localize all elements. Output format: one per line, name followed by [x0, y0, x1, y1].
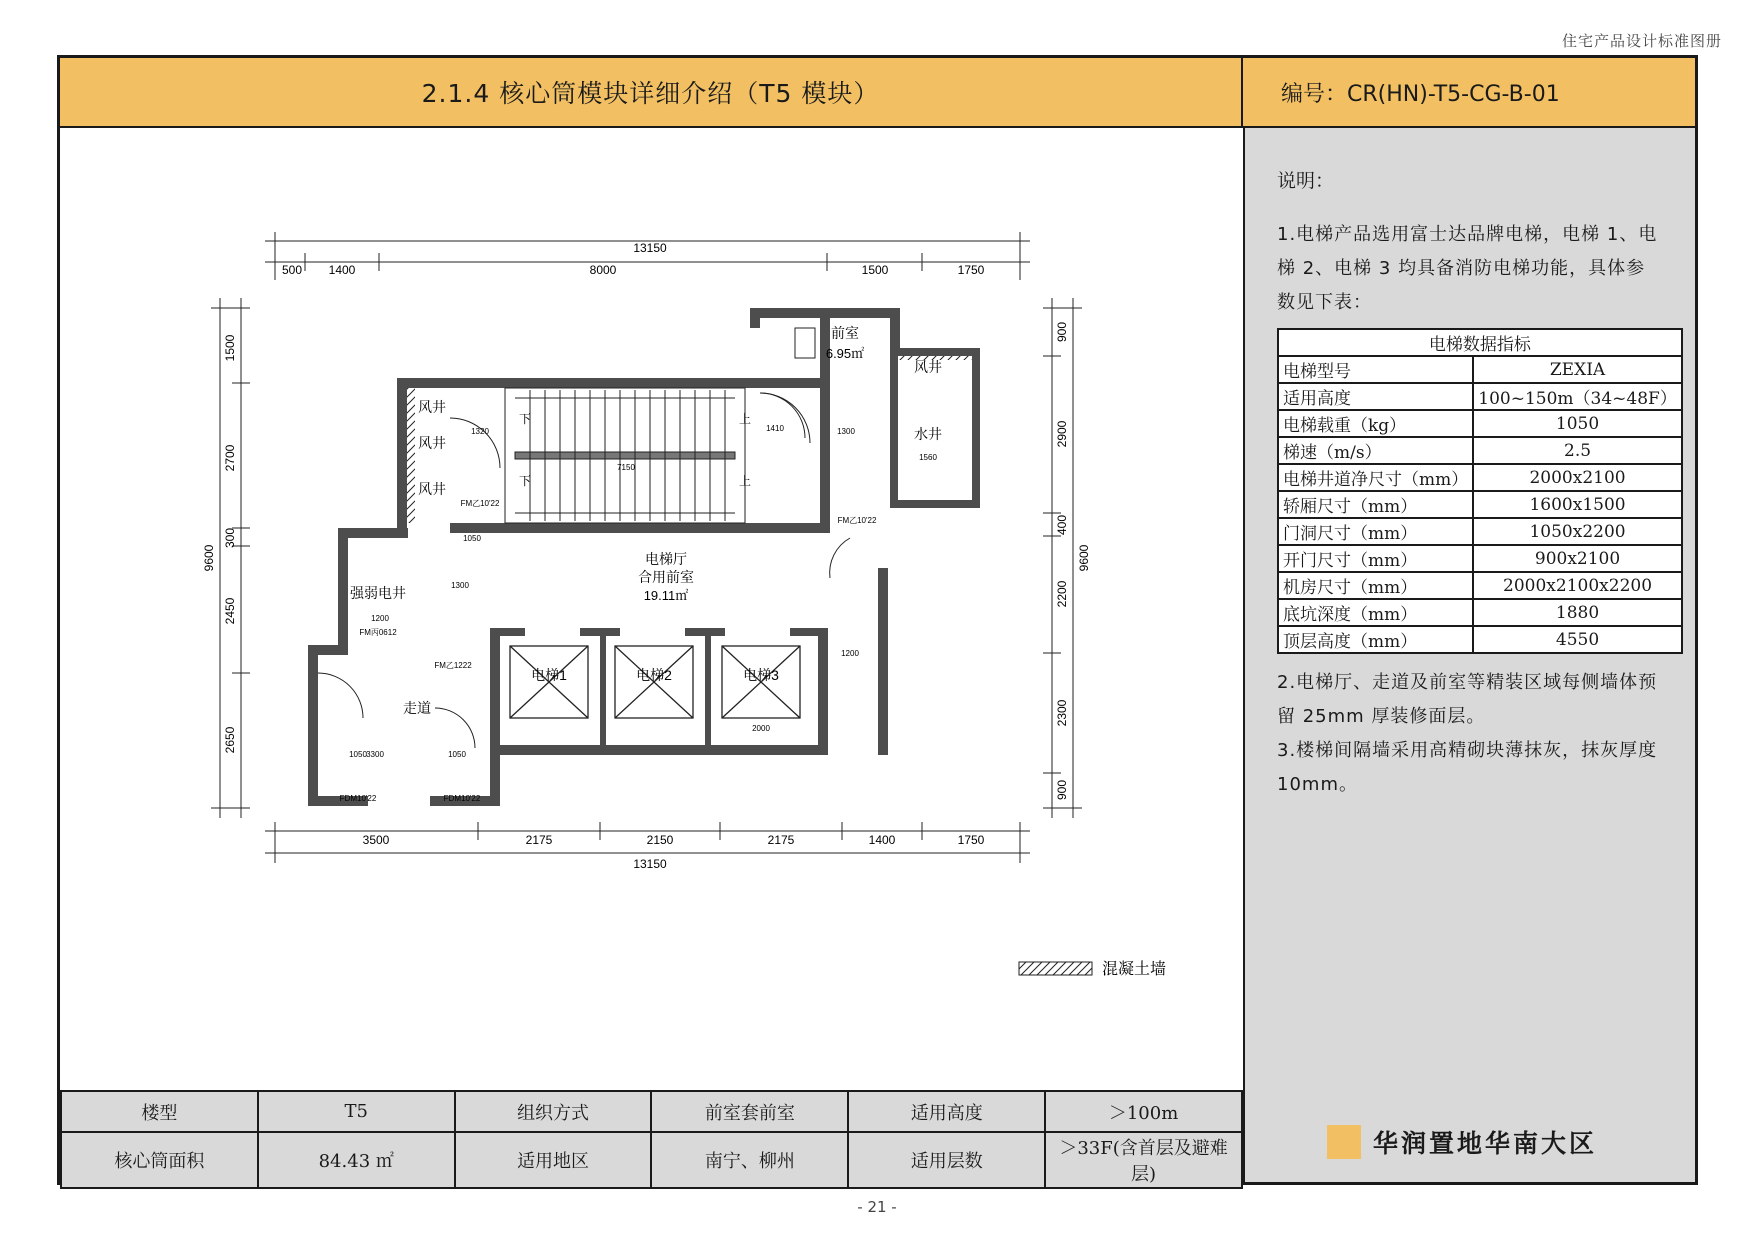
dim-1410: 1410: [766, 424, 784, 433]
dim-1320: 1320: [471, 427, 489, 436]
page-number: - 21 -: [857, 1198, 897, 1216]
room-electric-shaft: 强弱电井: [350, 585, 406, 601]
concrete-walls: [308, 308, 980, 806]
dim-bottom-total: 13150: [633, 857, 667, 871]
drawing-frame: [57, 55, 1698, 1185]
dim-bottom-2: 2175: [525, 833, 553, 847]
room-lobby-sublabel: 合用前室: [638, 569, 694, 585]
dim-1200: 1200: [371, 614, 389, 623]
dim-left-3: 300: [223, 527, 237, 549]
table-row: 底坑深度（mm） 1880: [1278, 599, 1682, 626]
brand-name: 华润置地华南大区: [1373, 1129, 1598, 1158]
dim-1300: 1300: [451, 581, 469, 590]
room-elevator-1: 电梯1: [531, 667, 567, 683]
table-row: 电梯井道净尺寸（mm） 2000x2100: [1278, 464, 1682, 491]
dim-1560: 1560: [919, 453, 937, 462]
dim-top-1: 500: [281, 263, 303, 277]
room-shaft-1: 风井: [418, 399, 446, 415]
brand-logo-icon: [1327, 1125, 1361, 1159]
table-row: 电梯载重（kg） 1050: [1278, 410, 1682, 437]
stairs: [505, 388, 745, 523]
door-label-fm-a: FM乙10'22: [460, 499, 500, 508]
room-front-room-area: 6.95㎡: [825, 346, 865, 361]
dim-right-1: 900: [1055, 321, 1069, 343]
room-lobby-area: 19.11㎡: [643, 588, 689, 603]
dim-7150: 7150: [617, 463, 635, 472]
dim-top-2: 1400: [328, 263, 356, 277]
stair-down-label: 下: [518, 412, 532, 426]
stair-up-label-2: 上: [738, 474, 752, 488]
dim-left-2: 2700: [223, 444, 237, 472]
room-lobby-label: 电梯厅: [645, 551, 687, 567]
dim-left-4: 2450: [223, 597, 237, 625]
table-row: 梯速（m/s） 2.5: [1278, 437, 1682, 464]
door-label-fm-b: FM乙1222: [434, 661, 472, 670]
building-info-table: [60, 1090, 1243, 1189]
dim-1050: 1050: [463, 534, 481, 543]
page-title: 2.1.4 核心筒模块详细介绍（T5 模块）: [60, 58, 1243, 128]
dim-right-5: 2300: [1055, 699, 1069, 727]
notes-title: 说明：: [1277, 170, 1335, 192]
dim-bottom-5: 1400: [868, 833, 896, 847]
room-water-shaft: 水井: [914, 426, 942, 442]
dim-1200-b: 1200: [841, 649, 859, 658]
legend-swatch: [1019, 962, 1092, 975]
stair-down-label-2: 下: [518, 474, 532, 488]
note-3: 3.楼梯间隔墙采用高精砌块薄抹灰，抹灰厚度 10mm。: [1277, 740, 1658, 795]
dim-right-3: 400: [1055, 514, 1069, 536]
dim-left-1: 1500: [223, 334, 237, 362]
dim-1300-b: 1300: [837, 427, 855, 436]
room-shaft-3: 风井: [418, 481, 446, 497]
legend-label: 混凝土墙: [1102, 961, 1167, 978]
elevator-spec-table: [1277, 328, 1683, 654]
dim-left-5: 2650: [223, 726, 237, 754]
dim-left-total: 9600: [202, 544, 216, 572]
table-row: 机房尺寸（mm） 2000x2100x2200: [1278, 572, 1682, 599]
room-elevator-3: 电梯3: [743, 667, 779, 683]
core-floor-plan: [60, 128, 1243, 1160]
table-row: 核心筒面积 84.43 ㎡ 适用地区 南宁、柳州 适用层数 ＞33F(含首层及避难层): [61, 1132, 1242, 1188]
document-series-label: 住宅产品设计标准图册: [1561, 32, 1722, 50]
dim-top-4: 1500: [861, 263, 889, 277]
table-row: 适用高度 100~150m（34~48F）: [1278, 383, 1682, 410]
table-row: 顶层高度（mm） 4550: [1278, 626, 1682, 653]
brand-block: [1327, 1124, 1597, 1160]
dim-bottom-4: 2175: [767, 833, 795, 847]
drawing-code: 编号：CR(HN)-T5-CG-B-01: [1243, 58, 1695, 128]
dim-1050-b: 1050: [349, 750, 367, 759]
table-row: 门洞尺寸（mm） 1050x2200: [1278, 518, 1682, 545]
note-2: 2.电梯厅、走道及前室等精装区域每侧墙体预留 25mm 厚装修面层。: [1277, 672, 1658, 727]
stair-up-label: 上: [738, 412, 752, 426]
door-label-fdm-a: FDM10'22: [339, 794, 377, 803]
dim-right-total: 9600: [1077, 544, 1091, 572]
table-row: 轿厢尺寸（mm） 1600x1500: [1278, 491, 1682, 518]
spec-table-title: 电梯数据指标: [1278, 329, 1682, 356]
dim-bottom-1: 3500: [362, 833, 390, 847]
room-front-room: 前室: [831, 325, 859, 341]
note-1: 1.电梯产品选用富士达品牌电梯，电梯 1、电梯 2、电梯 3 均具备消防电梯功能，具体参数见下表：: [1277, 224, 1658, 313]
table-row: 楼型 T5 组织方式 前室套前室 适用高度 ＞100m: [61, 1091, 1242, 1132]
door-label-fm-a-2: FM乙10'22: [837, 516, 877, 525]
dim-right-6: 900: [1055, 779, 1069, 801]
table-row: 电梯型号 ZEXIA: [1278, 356, 1682, 383]
dim-2000: 2000: [752, 724, 770, 733]
dim-top-3: 8000: [589, 263, 617, 277]
notes-panel: [1243, 128, 1695, 1182]
dim-top-5: 1750: [957, 263, 985, 277]
dim-bottom-6: 1750: [957, 833, 985, 847]
room-shaft-right: 风井: [914, 359, 942, 375]
dim-right-2: 2900: [1055, 420, 1069, 448]
dim-1050-c: 1050: [448, 750, 466, 759]
dim-top-total: 13150: [633, 241, 667, 255]
door-label-fdm-a-2: FDM10'22: [443, 794, 481, 803]
door-label-fm-c: FM丙0612: [359, 628, 397, 637]
dim-right-4: 2200: [1055, 580, 1069, 608]
dim-bottom-3: 2150: [646, 833, 674, 847]
room-corridor: 走道: [403, 700, 431, 716]
floor-plan-area: [60, 128, 1243, 1160]
dim-3300: 3300: [366, 750, 384, 759]
table-row: 开门尺寸（mm） 900x2100: [1278, 545, 1682, 572]
room-shaft-2: 风井: [418, 435, 446, 451]
room-elevator-2: 电梯2: [636, 667, 672, 683]
